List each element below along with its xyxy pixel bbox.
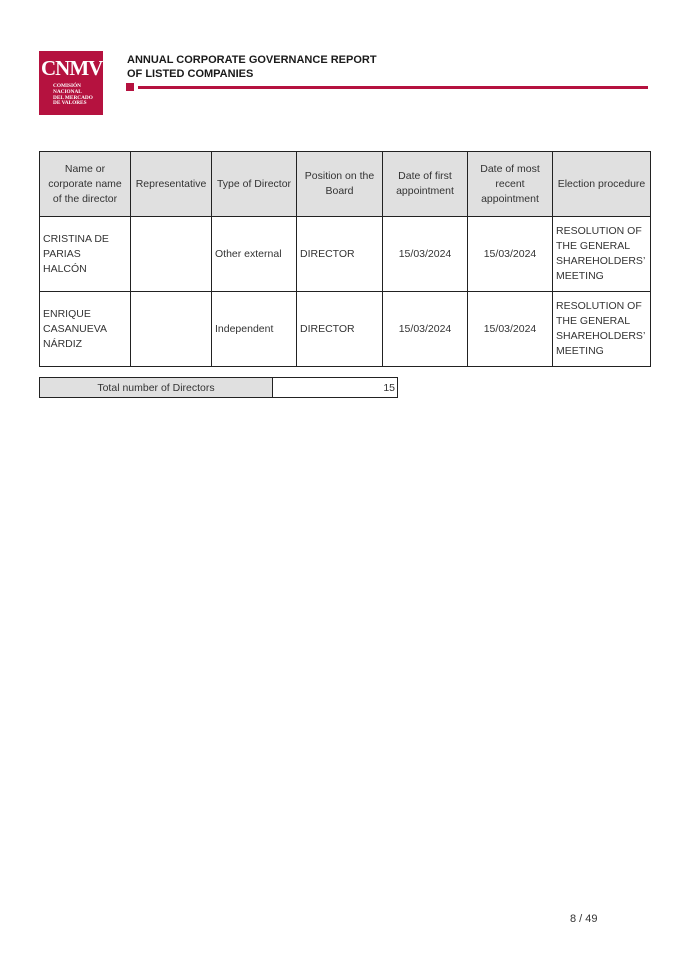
logo-subtitle-line: DE VALORES bbox=[53, 100, 87, 107]
director-type: Other external bbox=[212, 217, 297, 292]
director-type: Independent bbox=[212, 292, 297, 367]
total-label: Total number of Directors bbox=[40, 378, 273, 398]
table-row bbox=[40, 217, 651, 292]
logo-subtitle-line: COMISIÓN bbox=[53, 83, 81, 89]
header-accent-square bbox=[126, 83, 134, 91]
director-first-appointment: 15/03/2024 bbox=[383, 217, 468, 292]
logo-mark: CNMV bbox=[41, 56, 103, 80]
page-number: 8 / 49 bbox=[570, 913, 598, 925]
header-divider bbox=[138, 86, 648, 89]
logo-subtitle bbox=[53, 84, 103, 107]
director-recent-appointment: 15/03/2024 bbox=[468, 292, 553, 367]
director-procedure: RESOLUTION OF THE GENERAL SHAREHOLDERS’ MEETING bbox=[553, 217, 651, 292]
cnmv-logo bbox=[39, 51, 103, 115]
logo-subtitle-line: DEL MERCADO bbox=[53, 94, 93, 101]
header-procedure: Election procedure bbox=[553, 152, 651, 217]
header-name: Name or corporate name of the director bbox=[40, 152, 131, 217]
director-procedure: RESOLUTION OF THE GENERAL SHAREHOLDERS’ MEETING bbox=[553, 292, 651, 367]
logo-subtitle-line: NACIONAL bbox=[53, 88, 82, 95]
header-position: Position on the Board bbox=[297, 152, 383, 217]
table-row bbox=[40, 292, 651, 367]
header-type: Type of Director bbox=[212, 152, 297, 217]
table-header-row bbox=[40, 152, 651, 217]
total-directors-table bbox=[39, 377, 398, 398]
director-recent-appointment: 15/03/2024 bbox=[468, 217, 553, 292]
director-name: CRISTINA DE PARIAS HALCÓN bbox=[40, 217, 131, 292]
directors-table bbox=[39, 151, 651, 367]
director-representative bbox=[131, 292, 212, 367]
director-first-appointment: 15/03/2024 bbox=[383, 292, 468, 367]
report-title-line1: ANNUAL CORPORATE GOVERNANCE REPORT bbox=[127, 54, 377, 66]
header-representative: Representative bbox=[131, 152, 212, 217]
director-position: DIRECTOR bbox=[297, 217, 383, 292]
header-recent-appointment: Date of most recent appointment bbox=[468, 152, 553, 217]
total-row bbox=[40, 378, 398, 398]
header-first-appointment: Date of first appointment bbox=[383, 152, 468, 217]
report-title-line2: OF LISTED COMPANIES bbox=[127, 68, 254, 80]
director-position: DIRECTOR bbox=[297, 292, 383, 367]
report-title bbox=[127, 53, 377, 81]
director-representative bbox=[131, 217, 212, 292]
director-name: ENRIQUE CASANUEVA NÁRDIZ bbox=[40, 292, 131, 367]
total-value: 15 bbox=[273, 378, 398, 398]
